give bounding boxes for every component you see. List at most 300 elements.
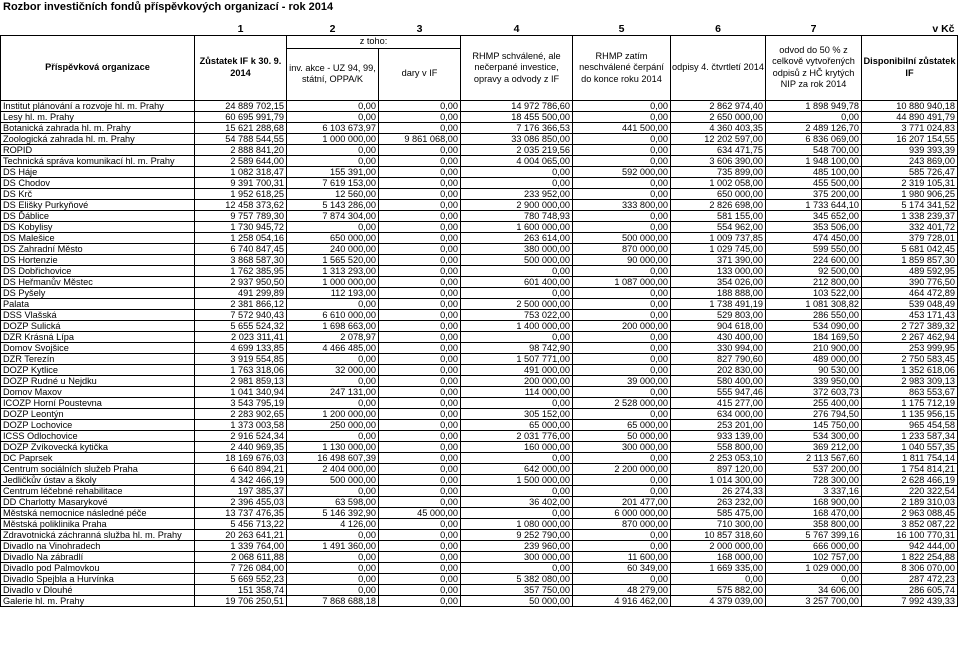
table-row bbox=[1, 463, 958, 474]
value-cell: 0,00 bbox=[461, 331, 573, 342]
value-cell: 2 113 567,60 bbox=[766, 452, 862, 463]
value-cell: 904 618,00 bbox=[671, 320, 766, 331]
value-cell: 0,00 bbox=[573, 111, 671, 122]
value-cell: 0,00 bbox=[461, 287, 573, 298]
value-cell: 0,00 bbox=[379, 155, 461, 166]
value-cell: 489 592,95 bbox=[862, 265, 958, 276]
value-cell: 1 507 771,00 bbox=[461, 353, 573, 364]
value-cell: 33 086 850,00 bbox=[461, 133, 573, 144]
value-cell: 7 726 084,00 bbox=[195, 562, 287, 573]
value-cell: 3 257 700,00 bbox=[766, 595, 862, 606]
organization-name-cell: DS Dobřichovice bbox=[1, 265, 195, 276]
header-org: Příspěvková organizace bbox=[1, 36, 195, 101]
value-cell: 0,00 bbox=[379, 474, 461, 485]
value-cell: 358 800,00 bbox=[766, 518, 862, 529]
value-cell: 0,00 bbox=[461, 397, 573, 408]
value-cell: 2 319 105,31 bbox=[862, 177, 958, 188]
value-cell: 201 477,00 bbox=[573, 496, 671, 507]
table-row bbox=[1, 155, 958, 166]
value-cell: 0,00 bbox=[573, 287, 671, 298]
table-row bbox=[1, 265, 958, 276]
value-cell: 0,00 bbox=[573, 573, 671, 584]
value-cell: 345 652,00 bbox=[766, 210, 862, 221]
value-cell: 2 189 310,03 bbox=[862, 496, 958, 507]
organization-name-cell: DSS Vlašská bbox=[1, 309, 195, 320]
value-cell: 942 444,00 bbox=[862, 540, 958, 551]
value-cell: 0,00 bbox=[379, 419, 461, 430]
value-cell: 0,00 bbox=[461, 265, 573, 276]
value-cell: 585 475,00 bbox=[671, 507, 766, 518]
value-cell: 0,00 bbox=[573, 540, 671, 551]
value-cell: 369 212,00 bbox=[766, 441, 862, 452]
value-cell: 0,00 bbox=[379, 584, 461, 595]
value-cell: 212 800,00 bbox=[766, 276, 862, 287]
value-cell: 253 201,00 bbox=[671, 419, 766, 430]
value-cell: 0,00 bbox=[379, 452, 461, 463]
value-cell: 202 830,00 bbox=[671, 364, 766, 375]
value-cell: 0,00 bbox=[287, 551, 379, 562]
value-cell: 500 000,00 bbox=[461, 254, 573, 265]
value-cell: 1 087 000,00 bbox=[573, 276, 671, 287]
table-row bbox=[1, 221, 958, 232]
value-cell: 371 390,00 bbox=[671, 254, 766, 265]
value-cell: 441 500,00 bbox=[573, 122, 671, 133]
organization-name-cell: Městská poliklinika Praha bbox=[1, 518, 195, 529]
table-row bbox=[1, 386, 958, 397]
value-cell: 330 994,00 bbox=[671, 342, 766, 353]
value-cell: 2 267 462,94 bbox=[862, 331, 958, 342]
value-cell: 333 800,00 bbox=[573, 199, 671, 210]
value-cell: 2 727 389,32 bbox=[862, 320, 958, 331]
value-cell: 276 794,50 bbox=[766, 408, 862, 419]
value-cell: 0,00 bbox=[573, 342, 671, 353]
value-cell: 45 000,00 bbox=[379, 507, 461, 518]
value-cell: 4 004 065,00 bbox=[461, 155, 573, 166]
value-cell: 0,00 bbox=[573, 353, 671, 364]
value-cell: 4 126,00 bbox=[287, 518, 379, 529]
value-cell: 220 322,54 bbox=[862, 485, 958, 496]
value-cell: 39 000,00 bbox=[573, 375, 671, 386]
value-cell: 2 888 841,20 bbox=[195, 144, 287, 155]
value-cell: 168 000,00 bbox=[671, 551, 766, 562]
value-cell: 200 000,00 bbox=[573, 320, 671, 331]
header-depreciation: odpisy 4. čtvrtletí 2014 bbox=[671, 36, 766, 101]
value-cell: 5 456 713,22 bbox=[195, 518, 287, 529]
column-number-row bbox=[1, 23, 958, 36]
organization-name-cell: ROPID bbox=[1, 144, 195, 155]
organization-name-cell: DS Kobylisy bbox=[1, 221, 195, 232]
value-cell: 0,00 bbox=[379, 551, 461, 562]
value-cell: 263 232,00 bbox=[671, 496, 766, 507]
value-cell: 0,00 bbox=[379, 100, 461, 111]
value-cell: 0,00 bbox=[573, 177, 671, 188]
value-cell: 15 621 288,68 bbox=[195, 122, 287, 133]
value-cell: 2 283 902,65 bbox=[195, 408, 287, 419]
organization-name-cell: DOZP Sulická bbox=[1, 320, 195, 331]
column-number: 2 bbox=[287, 23, 379, 36]
table-row bbox=[1, 309, 958, 320]
table-row bbox=[1, 518, 958, 529]
header-levy: odvod do 50 % z celkově vytvořených odpisů z HČ krytých NIP za rok 2014 bbox=[766, 36, 862, 101]
value-cell: 1 859 857,30 bbox=[862, 254, 958, 265]
value-cell: 0,00 bbox=[287, 485, 379, 496]
value-cell: 0,00 bbox=[287, 573, 379, 584]
value-cell: 3 919 554,85 bbox=[195, 353, 287, 364]
value-cell: 0,00 bbox=[379, 441, 461, 452]
value-cell: 7 176 366,53 bbox=[461, 122, 573, 133]
table-row bbox=[1, 485, 958, 496]
value-cell: 601 400,00 bbox=[461, 276, 573, 287]
value-cell: 575 882,00 bbox=[671, 584, 766, 595]
value-cell: 1 014 300,00 bbox=[671, 474, 766, 485]
value-cell: 491 299,89 bbox=[195, 287, 287, 298]
value-cell: 0,00 bbox=[766, 573, 862, 584]
organization-name-cell: DD Charlotty Masarykové bbox=[1, 496, 195, 507]
value-cell: 2 528 000,00 bbox=[573, 397, 671, 408]
value-cell: 1 338 239,37 bbox=[862, 210, 958, 221]
table-row bbox=[1, 232, 958, 243]
value-cell: 287 472,23 bbox=[862, 573, 958, 584]
value-cell: 114 000,00 bbox=[461, 386, 573, 397]
value-cell: 0,00 bbox=[379, 320, 461, 331]
value-cell: 650 000,00 bbox=[287, 232, 379, 243]
table-row bbox=[1, 573, 958, 584]
value-cell: 0,00 bbox=[379, 166, 461, 177]
value-cell: 2 396 455,03 bbox=[195, 496, 287, 507]
value-cell: 197 385,37 bbox=[195, 485, 287, 496]
value-cell: 2 750 583,45 bbox=[862, 353, 958, 364]
value-cell: 1 811 754,14 bbox=[862, 452, 958, 463]
table-row bbox=[1, 144, 958, 155]
value-cell: 558 800,00 bbox=[671, 441, 766, 452]
value-cell: 0,00 bbox=[287, 430, 379, 441]
value-cell: 4 916 462,00 bbox=[573, 595, 671, 606]
value-cell: 18 169 676,03 bbox=[195, 452, 287, 463]
value-cell: 863 553,67 bbox=[862, 386, 958, 397]
table-row bbox=[1, 551, 958, 562]
value-cell: 1 029 000,00 bbox=[766, 562, 862, 573]
column-number: 4 bbox=[461, 23, 573, 36]
value-cell: 155 391,00 bbox=[287, 166, 379, 177]
value-cell: 145 750,00 bbox=[766, 419, 862, 430]
value-cell: 2 589 644,00 bbox=[195, 155, 287, 166]
currency-unit: v Kč bbox=[862, 23, 958, 36]
value-cell: 1 822 254,88 bbox=[862, 551, 958, 562]
value-cell: 26 274,33 bbox=[671, 485, 766, 496]
organization-name-cell: Galerie hl. m. Prahy bbox=[1, 595, 195, 606]
organization-name-cell: Lesy hl. m. Prahy bbox=[1, 111, 195, 122]
value-cell: 0,00 bbox=[379, 375, 461, 386]
value-cell: 0,00 bbox=[573, 298, 671, 309]
value-cell: 9 757 789,30 bbox=[195, 210, 287, 221]
value-cell: 255 400,00 bbox=[766, 397, 862, 408]
organization-name-cell: Divadlo na Vinohradech bbox=[1, 540, 195, 551]
column-number: 3 bbox=[379, 23, 461, 36]
value-cell: 300 000,00 bbox=[461, 551, 573, 562]
value-cell: 390 776,50 bbox=[862, 276, 958, 287]
value-cell: 1 491 360,00 bbox=[287, 540, 379, 551]
value-cell: 2 035 219,56 bbox=[461, 144, 573, 155]
table-row bbox=[1, 507, 958, 518]
organization-name-cell: DS Krč bbox=[1, 188, 195, 199]
value-cell: 0,00 bbox=[573, 265, 671, 276]
value-cell: 151 358,74 bbox=[195, 584, 287, 595]
header-row-ztoho bbox=[1, 36, 958, 49]
value-cell: 112 193,00 bbox=[287, 287, 379, 298]
organization-name-cell: DS Heřmanův Městec bbox=[1, 276, 195, 287]
value-cell: 0,00 bbox=[379, 232, 461, 243]
value-cell: 6 740 847,45 bbox=[195, 243, 287, 254]
column-number: 6 bbox=[671, 23, 766, 36]
organization-name-cell: DZR Terezín bbox=[1, 353, 195, 364]
value-cell: 939 393,39 bbox=[862, 144, 958, 155]
value-cell: 0,00 bbox=[379, 254, 461, 265]
value-cell: 650 000,00 bbox=[671, 188, 766, 199]
value-cell: 357 750,00 bbox=[461, 584, 573, 595]
value-cell: 0,00 bbox=[461, 485, 573, 496]
organization-name-cell: DS Hortenzie bbox=[1, 254, 195, 265]
value-cell: 0,00 bbox=[287, 562, 379, 573]
value-cell: 60 349,00 bbox=[573, 562, 671, 573]
value-cell: 224 600,00 bbox=[766, 254, 862, 265]
value-cell: 5 146 392,90 bbox=[287, 507, 379, 518]
value-cell: 7 992 439,33 bbox=[862, 595, 958, 606]
value-cell: 0,00 bbox=[379, 397, 461, 408]
value-cell: 1 952 618,25 bbox=[195, 188, 287, 199]
value-cell: 0,00 bbox=[461, 507, 573, 518]
value-cell: 827 790,60 bbox=[671, 353, 766, 364]
value-cell: 0,00 bbox=[379, 111, 461, 122]
value-cell: 2 440 969,35 bbox=[195, 441, 287, 452]
table-row bbox=[1, 595, 958, 606]
header-gifts: dary v IF bbox=[379, 48, 461, 100]
value-cell: 24 889 702,15 bbox=[195, 100, 287, 111]
value-cell: 5 655 524,32 bbox=[195, 320, 287, 331]
table-row bbox=[1, 397, 958, 408]
value-cell: 1 081 308,82 bbox=[766, 298, 862, 309]
value-cell: 9 252 790,00 bbox=[461, 529, 573, 540]
table-row bbox=[1, 276, 958, 287]
value-cell: 0,00 bbox=[379, 265, 461, 276]
value-cell: 870 000,00 bbox=[573, 243, 671, 254]
organization-name-cell: Divadlo Na zábradlí bbox=[1, 551, 195, 562]
value-cell: 233 952,00 bbox=[461, 188, 573, 199]
value-cell: 7 572 940,43 bbox=[195, 309, 287, 320]
value-cell: 1 000 000,00 bbox=[287, 133, 379, 144]
value-cell: 92 500,00 bbox=[766, 265, 862, 276]
value-cell: 247 131,00 bbox=[287, 386, 379, 397]
value-cell: 16 100 770,31 bbox=[862, 529, 958, 540]
organization-name-cell: DZR Krásná Lípa bbox=[1, 331, 195, 342]
organization-name-cell: ICOZP Horní Poustevna bbox=[1, 397, 195, 408]
funds-table bbox=[0, 23, 958, 607]
organization-name-cell: Divadlo Spejbla a Hurvínka bbox=[1, 573, 195, 584]
value-cell: 90 530,00 bbox=[766, 364, 862, 375]
value-cell: 1 200 000,00 bbox=[287, 408, 379, 419]
value-cell: 1 738 491,19 bbox=[671, 298, 766, 309]
organization-name-cell: Jedličkův ústav a školy bbox=[1, 474, 195, 485]
value-cell: 9 391 700,31 bbox=[195, 177, 287, 188]
value-cell: 580 400,00 bbox=[671, 375, 766, 386]
value-cell: 634 000,00 bbox=[671, 408, 766, 419]
table-row bbox=[1, 353, 958, 364]
value-cell: 592 000,00 bbox=[573, 166, 671, 177]
value-cell: 11 600,00 bbox=[573, 551, 671, 562]
value-cell: 634 471,75 bbox=[671, 144, 766, 155]
value-cell: 50 000,00 bbox=[461, 595, 573, 606]
value-cell: 48 279,00 bbox=[573, 584, 671, 595]
value-cell: 5 767 399,16 bbox=[766, 529, 862, 540]
table-row bbox=[1, 199, 958, 210]
organization-name-cell: DOZP Zvíkovecká kytička bbox=[1, 441, 195, 452]
organization-name-cell: DOZP Kytlice bbox=[1, 364, 195, 375]
value-cell: 0,00 bbox=[379, 562, 461, 573]
value-cell: 4 342 466,19 bbox=[195, 474, 287, 485]
value-cell: 2 900 000,00 bbox=[461, 199, 573, 210]
value-cell: 18 455 500,00 bbox=[461, 111, 573, 122]
value-cell: 1 339 764,00 bbox=[195, 540, 287, 551]
header-approved: RHMP schválené, ale nečerpané investice, opravy a odvody z IF bbox=[461, 36, 573, 101]
table-row bbox=[1, 100, 958, 111]
value-cell: 44 890 491,79 bbox=[862, 111, 958, 122]
value-cell: 548 700,00 bbox=[766, 144, 862, 155]
value-cell: 0,00 bbox=[766, 111, 862, 122]
value-cell: 0,00 bbox=[573, 210, 671, 221]
value-cell: 0,00 bbox=[379, 243, 461, 254]
value-cell: 1 565 520,00 bbox=[287, 254, 379, 265]
value-cell: 534 300,00 bbox=[766, 430, 862, 441]
organization-name-cell: DS Háje bbox=[1, 166, 195, 177]
value-cell: 65 000,00 bbox=[461, 419, 573, 430]
organization-name-cell: DOZP Leontýn bbox=[1, 408, 195, 419]
value-cell: 239 960,00 bbox=[461, 540, 573, 551]
value-cell: 453 171,43 bbox=[862, 309, 958, 320]
value-cell: 0,00 bbox=[379, 408, 461, 419]
table-row bbox=[1, 452, 958, 463]
value-cell: 0,00 bbox=[287, 100, 379, 111]
organization-name-cell: Divadlo v Dlouhé bbox=[1, 584, 195, 595]
organization-name-cell: DS Elišky Purkyňové bbox=[1, 199, 195, 210]
value-cell: 0,00 bbox=[287, 375, 379, 386]
value-cell: 1 080 000,00 bbox=[461, 518, 573, 529]
value-cell: 14 972 786,60 bbox=[461, 100, 573, 111]
value-cell: 710 300,00 bbox=[671, 518, 766, 529]
value-cell: 464 472,89 bbox=[862, 287, 958, 298]
value-cell: 12 560,00 bbox=[287, 188, 379, 199]
value-cell: 286 605,74 bbox=[862, 584, 958, 595]
value-cell: 0,00 bbox=[379, 386, 461, 397]
value-cell: 1 898 949,78 bbox=[766, 100, 862, 111]
value-cell: 6 640 894,21 bbox=[195, 463, 287, 474]
organization-name-cell: Zoologická zahrada hl. m. Prahy bbox=[1, 133, 195, 144]
value-cell: 372 603,73 bbox=[766, 386, 862, 397]
value-cell: 2 068 611,88 bbox=[195, 551, 287, 562]
value-cell: 286 550,00 bbox=[766, 309, 862, 320]
value-cell: 6 610 000,00 bbox=[287, 309, 379, 320]
column-number: 7 bbox=[766, 23, 862, 36]
value-cell: 0,00 bbox=[573, 155, 671, 166]
value-cell: 253 999,95 bbox=[862, 342, 958, 353]
value-cell: 1 948 100,00 bbox=[766, 155, 862, 166]
value-cell: 1 130 000,00 bbox=[287, 441, 379, 452]
value-cell: 0,00 bbox=[379, 485, 461, 496]
value-cell: 0,00 bbox=[573, 100, 671, 111]
value-cell: 210 900,00 bbox=[766, 342, 862, 353]
value-cell: 1 258 054,16 bbox=[195, 232, 287, 243]
value-cell: 0,00 bbox=[573, 144, 671, 155]
organization-name-cell: Zdravotnická záchranná služba hl. m. Prahy bbox=[1, 529, 195, 540]
table-row bbox=[1, 496, 958, 507]
value-cell: 585 726,47 bbox=[862, 166, 958, 177]
value-cell: 965 454,58 bbox=[862, 419, 958, 430]
header-unapproved: RHMP zatím neschválené čerpání do konce roku 2014 bbox=[573, 36, 671, 101]
organization-name-cell: DC Paprsek bbox=[1, 452, 195, 463]
value-cell: 0,00 bbox=[379, 573, 461, 584]
value-cell: 485 100,00 bbox=[766, 166, 862, 177]
value-cell: 103 522,00 bbox=[766, 287, 862, 298]
value-cell: 3 771 024,83 bbox=[862, 122, 958, 133]
value-cell: 735 899,00 bbox=[671, 166, 766, 177]
value-cell: 2 862 974,40 bbox=[671, 100, 766, 111]
value-cell: 415 277,00 bbox=[671, 397, 766, 408]
value-cell: 4 466 485,00 bbox=[287, 342, 379, 353]
value-cell: 491 000,00 bbox=[461, 364, 573, 375]
table-row bbox=[1, 529, 958, 540]
header-z-toho: z toho: bbox=[287, 36, 461, 49]
value-cell: 0,00 bbox=[287, 584, 379, 595]
value-cell: 0,00 bbox=[287, 353, 379, 364]
value-cell: 555 947,46 bbox=[671, 386, 766, 397]
value-cell: 455 500,00 bbox=[766, 177, 862, 188]
header-available: Disponibilní zůstatek IF bbox=[862, 36, 958, 101]
value-cell: 1 041 340,94 bbox=[195, 386, 287, 397]
value-cell: 1 002 058,00 bbox=[671, 177, 766, 188]
value-cell: 2 650 000,00 bbox=[671, 111, 766, 122]
value-cell: 642 000,00 bbox=[461, 463, 573, 474]
table-row bbox=[1, 243, 958, 254]
value-cell: 0,00 bbox=[287, 155, 379, 166]
value-cell: 0,00 bbox=[379, 353, 461, 364]
value-cell: 0,00 bbox=[379, 188, 461, 199]
table-row bbox=[1, 408, 958, 419]
value-cell: 0,00 bbox=[287, 144, 379, 155]
value-cell: 2 200 000,00 bbox=[573, 463, 671, 474]
value-cell: 0,00 bbox=[379, 144, 461, 155]
value-cell: 5 669 552,23 bbox=[195, 573, 287, 584]
value-cell: 537 200,00 bbox=[766, 463, 862, 474]
value-cell: 870 000,00 bbox=[573, 518, 671, 529]
value-cell: 0,00 bbox=[573, 221, 671, 232]
value-cell: 2 031 776,00 bbox=[461, 430, 573, 441]
value-cell: 63 598,00 bbox=[287, 496, 379, 507]
value-cell: 897 120,00 bbox=[671, 463, 766, 474]
value-cell: 5 143 286,00 bbox=[287, 199, 379, 210]
header-inv-actions: inv. akce - UZ 94, 99, státní, OPPA/K bbox=[287, 48, 379, 100]
value-cell: 1 730 945,72 bbox=[195, 221, 287, 232]
value-cell: 1 400 000,00 bbox=[461, 320, 573, 331]
value-cell: 1 669 335,00 bbox=[671, 562, 766, 573]
value-cell: 168 900,00 bbox=[766, 496, 862, 507]
value-cell: 1 009 737,85 bbox=[671, 232, 766, 243]
table-row bbox=[1, 540, 958, 551]
value-cell: 6 836 069,00 bbox=[766, 133, 862, 144]
table-row bbox=[1, 133, 958, 144]
value-cell: 2 023 311,41 bbox=[195, 331, 287, 342]
value-cell: 1 352 618,06 bbox=[862, 364, 958, 375]
value-cell: 20 263 641,21 bbox=[195, 529, 287, 540]
value-cell: 9 861 068,00 bbox=[379, 133, 461, 144]
value-cell: 0,00 bbox=[379, 496, 461, 507]
